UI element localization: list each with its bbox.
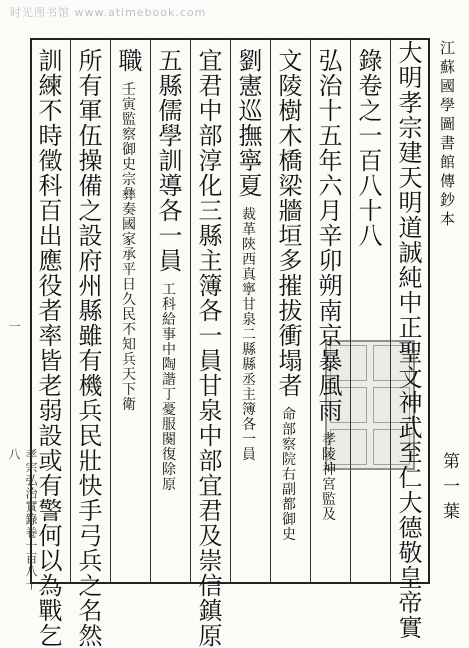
page-label: 第一葉: [439, 452, 459, 527]
column-rule: [310, 38, 311, 584]
column-note: 壬寅監察御史宗彝奏國家承平日久民不知兵天下衛: [120, 81, 136, 412]
column-text: 所有軍伍操備之設府州縣雖有機兵民壯快手弓兵之名然: [74, 48, 102, 648]
margin-title: 孝宗弘治實錄卷一百八十八: [7, 448, 38, 591]
column-text: 五縣儒學訓導各一員: [154, 48, 182, 273]
text-column-6: [196, 48, 220, 648]
text-column-10: [36, 48, 60, 648]
column-note: 命部察院右副都御史: [280, 406, 296, 542]
column-text: 訓練不時徵科百出應役者率皆老弱設或有警何以為戰乞: [34, 48, 62, 648]
column-rule: [230, 38, 231, 584]
text-column-1: [396, 40, 420, 640]
column-note: 裁革陝西真寧甘泉二縣縣丞主簿各一員: [240, 206, 256, 462]
column-text: 弘治十五年六月辛卯朔南京暴風雨: [314, 48, 342, 423]
column-rule: [190, 38, 191, 584]
column-note: 孝陵神宮監及: [320, 431, 336, 522]
text-column-9: [76, 48, 100, 648]
column-rule: [150, 38, 151, 584]
text-column-8: [116, 48, 140, 412]
text-column-3: [316, 48, 340, 522]
column-text: 大明孝宗建天明道誠純中正聖文神武至仁大德敬皇帝實: [394, 40, 422, 640]
site-watermark: 时光图书馆 www.atimebook.com: [10, 6, 207, 19]
column-text: 職: [114, 48, 142, 73]
column-rule: [350, 38, 351, 584]
text-column-7: [156, 48, 180, 492]
text-column-2: [356, 48, 380, 248]
column-text: 錄卷之一百八十八: [354, 48, 382, 248]
column-text: 宜君中部淳化三縣主簿各一員甘泉中部宜君及崇信鎮原: [194, 48, 222, 648]
margin-mark: 一: [7, 320, 21, 333]
library-title: 江蘇國學圖書館傳鈔本: [438, 40, 456, 230]
column-rule: [270, 38, 271, 584]
column-rule: [390, 38, 391, 584]
column-text: 文陵樹木橋梁牆垣多摧拔衝塌者: [274, 48, 302, 398]
column-rule: [70, 38, 71, 584]
column-note: 工科給事中陶諧丁憂服闋復除原: [160, 281, 176, 492]
column-text: 劉憲巡撫寧夏: [234, 48, 262, 198]
text-column-4: [276, 48, 300, 542]
column-rule: [110, 38, 111, 584]
text-column-5: [236, 48, 260, 462]
